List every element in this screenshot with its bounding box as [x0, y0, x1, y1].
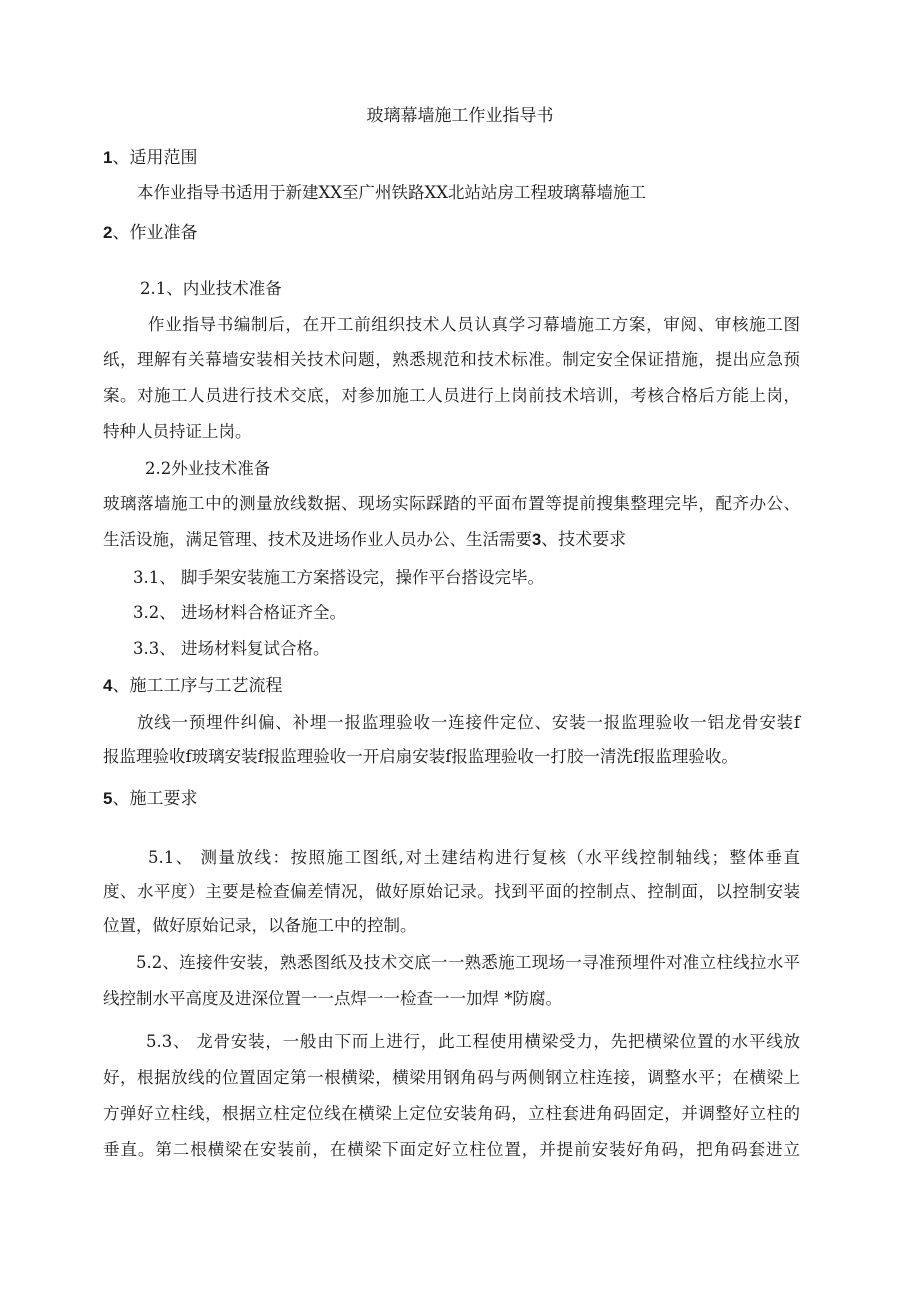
paragraph-line: 玻璃落墙施工中的测量放线数据、现场实际踩踏的平面布置等提前搜集整理完毕，配齐办公、	[103, 494, 800, 513]
list-item: 3.1、 脚手架安装施工方案搭设完，操作平台搭设完毕。	[133, 568, 544, 587]
paragraph-line: 方弹好立柱线，根据立柱定位线在横梁上定位安装角码，立柱套进角码固定，并调整好立柱的	[103, 1104, 800, 1123]
section-3-number: 3	[532, 531, 542, 549]
section-3-label: 、技术要求	[541, 530, 627, 550]
list-item: 3.2、 进场材料合格证齐全。	[133, 603, 346, 622]
subsection-2-2-heading: 2.2外业技术准备	[145, 459, 271, 478]
section-1-label: 、适用范围	[112, 148, 198, 168]
paragraph-line: 报监理验收f玻璃安装f报监理验收一开启扇安装f报监理验收一打胶一清洗f报监理验收。	[103, 747, 738, 766]
paragraph-line-with-section-3	[103, 529, 626, 551]
section-5-heading	[103, 788, 197, 810]
paragraph-line: 位置，做好原始记录，以备施工中的控制。	[103, 916, 417, 935]
section-1-body: 本作业指导书适用于新建XX至广州铁路XX北站站房工程玻璃幕墙施工	[137, 183, 646, 202]
paragraph-line: 案。对施工人员进行技术交底，对参加施工人员进行上岗前技术培训，考核合格后方能上岗，	[103, 386, 800, 405]
paragraph-line: 5.1、 测量放线：按照施工图纸,对土建结构进行复核（水平线控制轴线；整体垂直	[148, 848, 800, 867]
paragraph-line: 垂直。第二根横梁在安装前，在横梁下面定好立柱位置，并提前安装好角码，把角码套进立	[103, 1140, 800, 1159]
section-4-heading	[103, 675, 282, 697]
paragraph-line: 5.3、 龙骨安装，一般由下而上进行，此工程使用横梁受力，先把横梁位置的水平线放	[146, 1032, 800, 1051]
paragraph-line: 度、水平度）主要是检查偏差情况，做好原始记录。找到平面的控制点、控制面，以控制安装	[103, 882, 800, 901]
section-4-label: 、施工工序与工艺流程	[112, 676, 283, 696]
section-2-label: 、作业准备	[112, 223, 198, 243]
section-1-number: 1	[103, 148, 113, 167]
paragraph-line: 特种人员持证上岗。	[103, 422, 252, 441]
paragraph-line: 纸，理解有关幕墙安装相关技术问题，熟悉规范和技术标准。制定安全保证措施，提出应急预	[103, 350, 800, 369]
list-item: 3.3、 进场材料复试合格。	[133, 639, 330, 658]
paragraph-line: 5.2、连接件安装，熟悉图纸及技术交底一一熟悉施工现场一寻准预埋件对准立柱线拉水平	[136, 953, 800, 972]
document-title: 玻璃幕墙施工作业指导书	[366, 106, 554, 126]
paragraph-line: 线控制水平高度及进深位置一一点焊一一检查一一加焊 *防腐。	[103, 989, 562, 1008]
paragraph-line: 作业指导书编制后，在开工前组织技术人员认真学习幕墙施工方案，审阅、审核施工图	[148, 315, 800, 334]
section-4-number: 4	[103, 676, 113, 695]
section-2-heading	[103, 222, 197, 244]
section-5-label: 、施工要求	[112, 789, 198, 809]
paragraph-line: 放线一预埋件纠偏、补埋一报监理验收一连接件定位、安装一报监理验收一铝龙骨安装f	[137, 713, 800, 732]
paragraph-text: 生活设施，满足管理、技术及进场作业人员办公、生活需要	[103, 530, 532, 549]
section-1-heading	[103, 147, 197, 169]
paragraph-line: 好，根据放线的位置固定第一根横梁，横梁用钢角码与两侧钢立柱连接，调整水平；在横梁上	[103, 1068, 800, 1087]
subsection-2-1-heading: 2.1、内业技术准备	[140, 279, 282, 298]
section-5-number: 5	[103, 789, 113, 808]
section-2-number: 2	[103, 223, 113, 242]
